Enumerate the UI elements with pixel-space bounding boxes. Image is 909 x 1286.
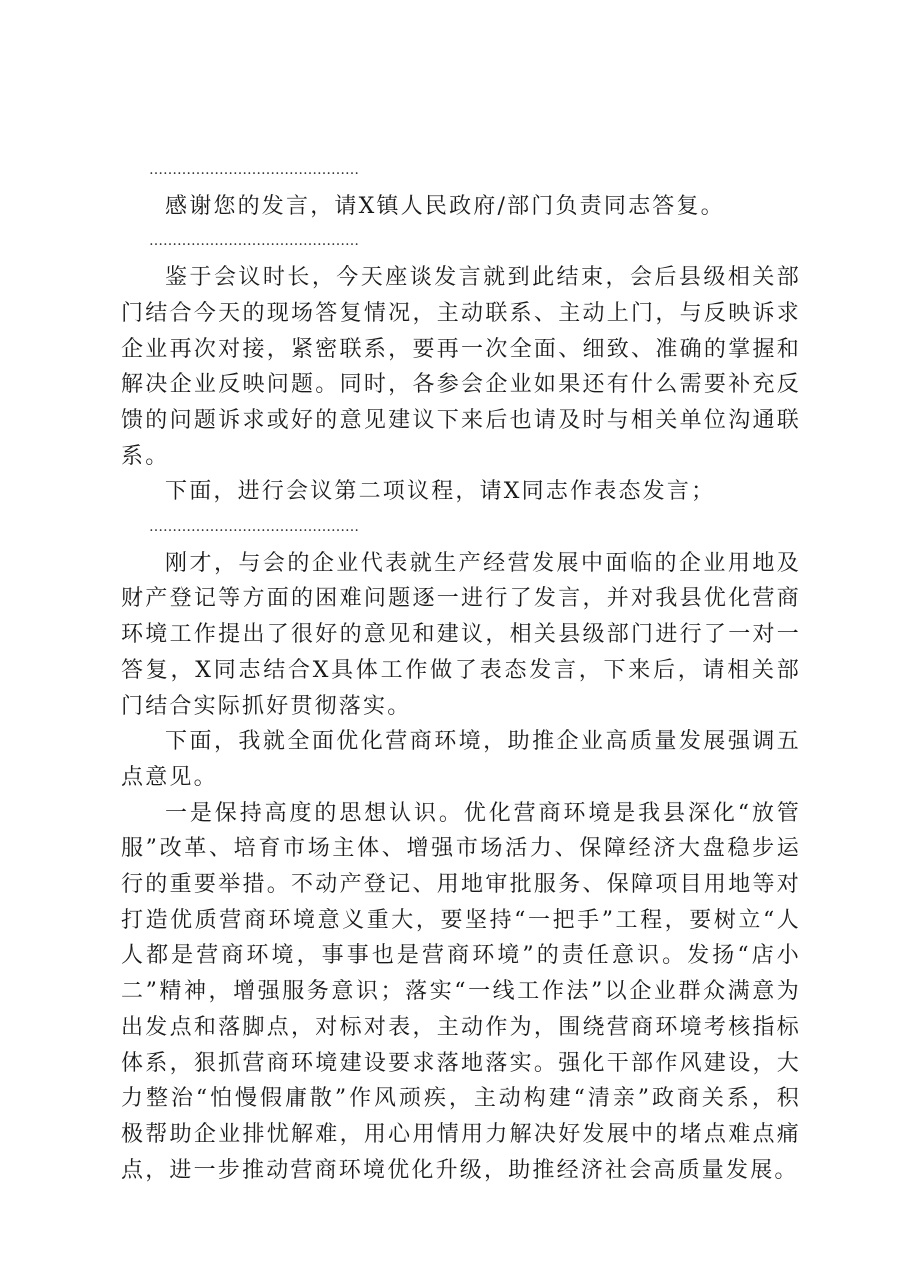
ellipsis-separator: ……………………………………… — [149, 233, 359, 250]
paragraph-point-one: 一是保持高度的思想认识。优化营商环境是我县深化“放管服”改革、培育市场主体、增强市场活力、保障经济大盘稳步运行的重要举措。不动产登记、用地审批服务、保障项目用地等对打造优质营商环境意义重大，要坚持“一把手”工程，要树立“人人都是营商环境，事事也是营商环境”的责任意识。发扬“店小二”精神，增强服务意识；落实“一线工作法”以企业群众满意为出发点和落脚点，对标对表，主动作为，围绕营商环境考核指标体系，狠抓营商环境建设要求落地落实。强化干部作风建设，大力整治“怕慢假庸散”作风顽疾，主动构建“清亲”政商关系，积极帮助企业排忧解难，用心用情用力解决好发展中的堵点难点痛点，进一步推动营商环境优化升级，助推经济社会高质量发展。 — [121, 800, 801, 1183]
paragraph-second-agenda: 下面，进行会议第二项议程，请X同志作表态发言； — [165, 479, 716, 505]
ellipsis-separator: ……………………………………… — [149, 162, 359, 178]
paragraph-summary: 刚才，与会的企业代表就生产经营发展中面临的企业用地及财产登记等方面的困难问题逐一进行了发言，并对我县优化营商环境工作提出了很好的意见和建议，相关县级部门进行了一对一答复，X同志结合X具体工作做了表态发言，下来后，请相关部门结合实际抓好贯彻落实。 — [121, 550, 801, 719]
paragraph-thanks-reply: 感谢您的发言，请X镇人民政府/部门负责同志答复。 — [165, 193, 725, 219]
ellipsis-separator: ……………………………………… — [149, 519, 359, 536]
paragraph-meeting-close: 鉴于会议时长，今天座谈发言就到此结束，会后县级相关部门结合今天的现场答复情况，主动联系、主动上门，与反映诉求企业再次对接，紧密联系，要再一次全面、细致、准确的掌握和解决企业反映问题。同时，各参会企业如果还有什么需要补充反馈的问题诉求或好的意见建议下来后也请及时与相关单位沟通联系。 — [121, 265, 801, 469]
paragraph-five-points-intro: 下面，我就全面优化营商环境，助推企业高质量发展强调五点意见。 — [121, 729, 801, 790]
document-body — [121, 153, 801, 1188]
